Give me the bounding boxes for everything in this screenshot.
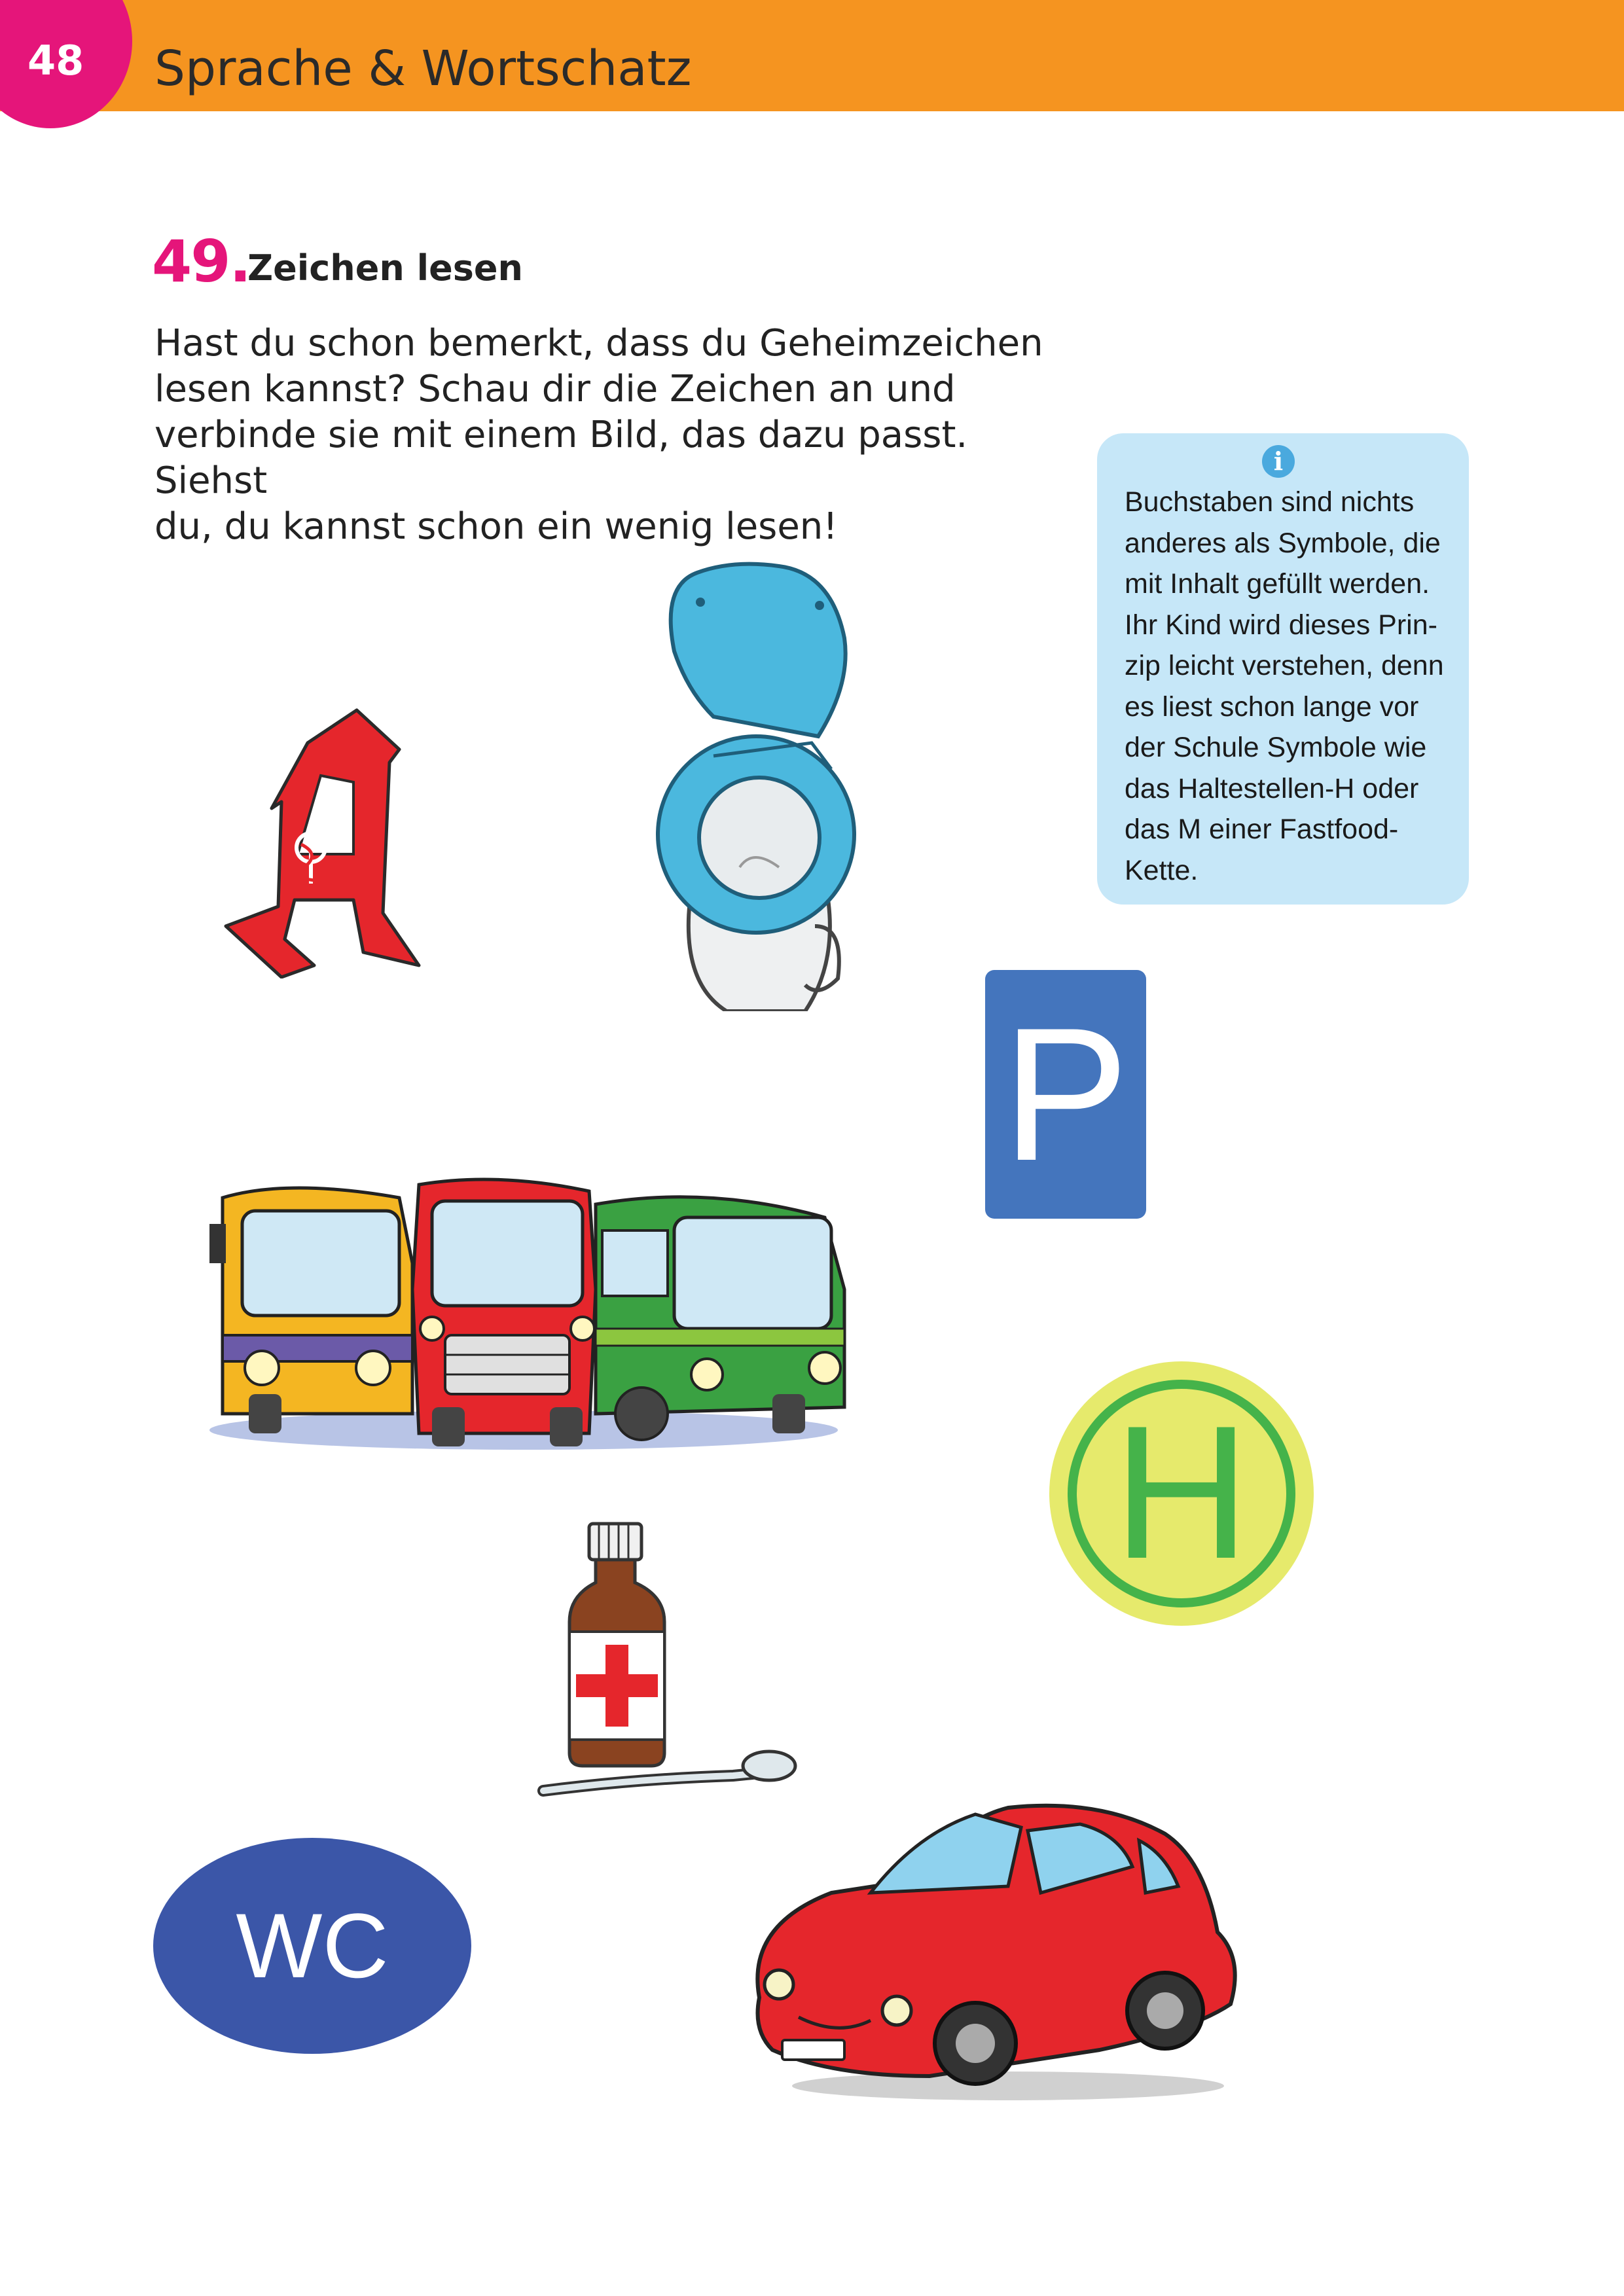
pharmacy-a-icon[interactable]: [223, 704, 484, 978]
bus-stop-sign[interactable]: [1049, 1361, 1314, 1626]
toilet-wc-sign[interactable]: [153, 1838, 471, 2054]
info-line: der Schule Symbole wie: [1125, 732, 1427, 763]
info-line: Kette.: [1125, 854, 1199, 886]
medicine-bottle-illustration[interactable]: [537, 1517, 799, 1808]
page-number: 48: [27, 37, 84, 84]
info-line: Buchstaben sind nichts: [1125, 486, 1415, 518]
instruction-line: Hast du schon bemerkt, dass du Geheimzeichen: [154, 322, 1043, 365]
section-title: Sprache & Wortschatz: [154, 41, 692, 97]
info-line: es liest schon lange vor: [1125, 691, 1419, 723]
info-line: Ihr Kind wird dieses Prin-: [1125, 609, 1437, 641]
info-line: mit Inhalt gefüllt werden.: [1125, 568, 1430, 600]
exercise-instructions: [154, 321, 1084, 550]
parking-sign-letter: P: [1002, 988, 1129, 1200]
info-line: das M einer Fastfood-: [1125, 814, 1399, 845]
buses-illustration[interactable]: [196, 1172, 857, 1453]
info-line: zip leicht verstehen, denn: [1125, 650, 1444, 681]
info-line: das Haltestellen-H oder: [1125, 772, 1419, 804]
toilet-illustration[interactable]: [648, 560, 857, 1011]
info-line: anderes als Symbole, die: [1125, 527, 1441, 559]
exercise-number: 49.: [152, 228, 250, 295]
info-text: [1125, 482, 1458, 891]
parking-sign[interactable]: [985, 970, 1146, 1219]
red-car-illustration[interactable]: [733, 1795, 1257, 2102]
info-icon: i: [1262, 445, 1295, 478]
toilet-wc-sign-letter: WC: [236, 1894, 389, 1997]
exercise-title: Zeichen lesen: [247, 247, 523, 289]
instruction-line: du, du kannst schon ein wenig lesen!: [154, 505, 838, 548]
bus-stop-sign-letter: H: [1113, 1386, 1250, 1598]
instruction-line: verbinde sie mit einem Bild, das dazu passt. Siehst: [154, 414, 968, 502]
instruction-line: lesen kannst? Schau dir die Zeichen an und: [154, 368, 956, 410]
